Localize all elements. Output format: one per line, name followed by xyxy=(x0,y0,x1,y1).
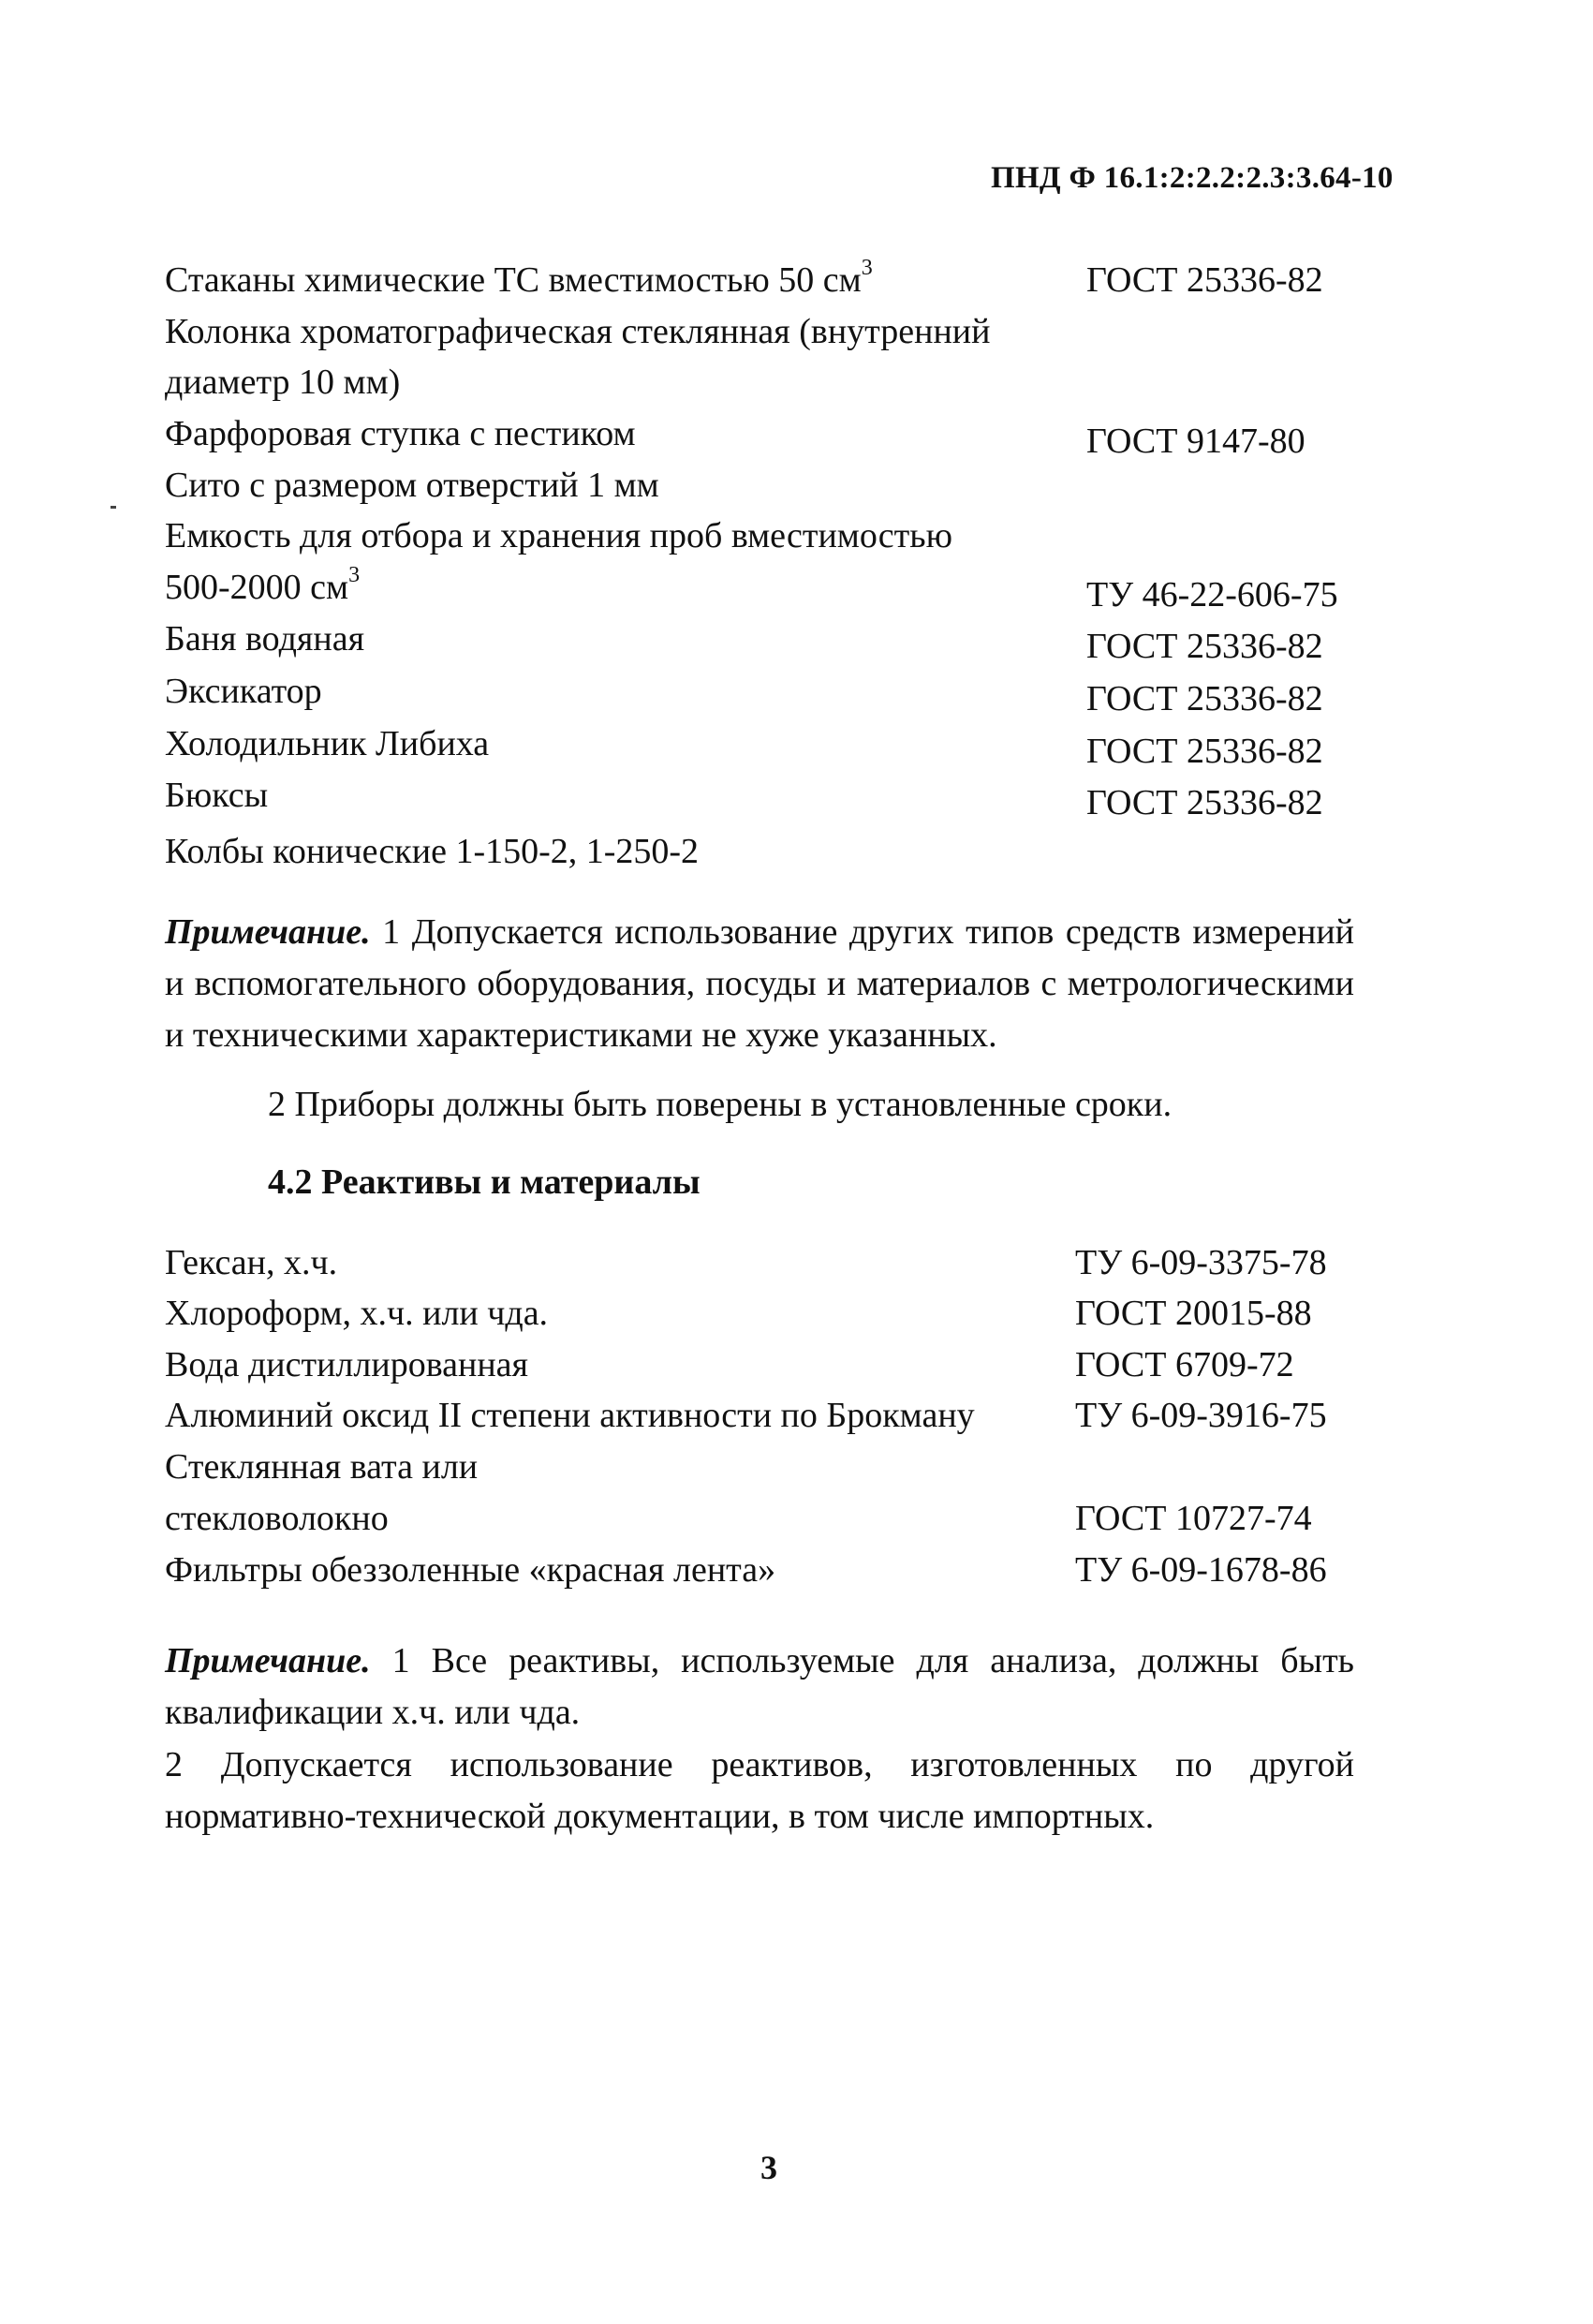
equipment-name: 500-2000 $см^3$ xyxy=(165,563,361,607)
note-lead: Примечание. xyxy=(165,1641,371,1680)
note-paragraph xyxy=(165,907,1354,1061)
document-code: ПНД Ф 16.1:2:2.2:2.3:3.64-10 xyxy=(991,161,1394,195)
equipment-name: Холодильник Либиха xyxy=(165,724,490,763)
note-paragraph xyxy=(165,1739,1354,1843)
note-item: 1 Допускается использование других типов средств измерений и вспомогательного оборудования, посуды и материалов с метрологическими и техническими характеристиками не хуже указанных. xyxy=(165,912,1354,1055)
reagent-name: Вода дистиллированная xyxy=(165,1345,529,1384)
equipment-name: Сито с размером отверстий 1 мм xyxy=(165,466,659,505)
equipment-standard: ТУ 46-22-606-75 xyxy=(1086,575,1338,614)
reagent-name: Хлороформ, х.ч. или чда. xyxy=(165,1294,549,1333)
equipment-name: диаметр 10 мм) xyxy=(165,363,401,402)
equipment-standard: ГОСТ 25336-82 xyxy=(1086,679,1323,718)
reagent-standard: ТУ 6-09-3916-75 xyxy=(1075,1396,1327,1435)
equipment-name: Фарфоровая ступка с пестиком xyxy=(165,414,636,453)
equipment-standard: ГОСТ 25336-82 xyxy=(1086,627,1323,666)
equipment-standard: ГОСТ 25336-82 xyxy=(1086,732,1323,771)
reagent-standard: ТУ 6-09-3375-78 xyxy=(1075,1243,1327,1282)
equipment-standard: ГОСТ 9147-80 xyxy=(1086,422,1305,461)
equipment-name: Колбы конические 1-150-2, 1-250-2 xyxy=(165,832,700,871)
reagent-standard: ТУ 6-09-1678-86 xyxy=(1075,1550,1327,1590)
equipment-name: Колонка хроматографическая стеклянная (внутренний xyxy=(165,312,991,351)
reagent-name: стекловолокно xyxy=(165,1499,389,1538)
note-paragraph xyxy=(165,1636,1354,1739)
equipment-standard: ГОСТ 25336-82 xyxy=(1086,783,1323,822)
equipment-name: Стаканы химические ТС вместимостью 50 $см^3$ xyxy=(165,256,873,300)
equipment-name: Емкость для отбора и хранения проб вместимостью xyxy=(165,516,952,555)
reagent-standard: ГОСТ 20015-88 xyxy=(1075,1294,1312,1333)
section-heading: 4.2 Реактивы и материалы xyxy=(268,1162,701,1202)
equipment-name: Баня водяная xyxy=(165,619,365,659)
reagent-name: Фильтры обеззоленные «красная лента» xyxy=(165,1550,776,1590)
page-number: 3 xyxy=(760,2149,777,2186)
note-lead: Примечание. xyxy=(165,912,371,952)
scan-speck xyxy=(111,506,116,509)
reagent-name: Стеклянная вата или xyxy=(165,1447,479,1487)
equipment-name: Эксикатор xyxy=(165,672,322,711)
equipment-name: Бюксы xyxy=(165,776,269,815)
reagent-name: Гексан, х.ч. xyxy=(165,1243,338,1282)
reagent-standard: ГОСТ 6709-72 xyxy=(1075,1345,1294,1384)
note-item: 2 Приборы должны быть поверены в установленные сроки. xyxy=(268,1085,1173,1124)
note-item: 1 Все реактивы, используемые для анализа, должны быть квалификации х.ч. или чда. xyxy=(165,1641,1355,1732)
reagent-standard: ГОСТ 10727-74 xyxy=(1075,1499,1312,1538)
reagent-name: Алюминий оксид II степени активности по Брокману xyxy=(165,1396,975,1435)
equipment-standard: ГОСТ 25336-82 xyxy=(1086,260,1323,300)
note-item: 2 Допускается использование реактивов, изготовленных по другой нормативно-технической документации, в том числе импортных. xyxy=(165,1745,1354,1836)
